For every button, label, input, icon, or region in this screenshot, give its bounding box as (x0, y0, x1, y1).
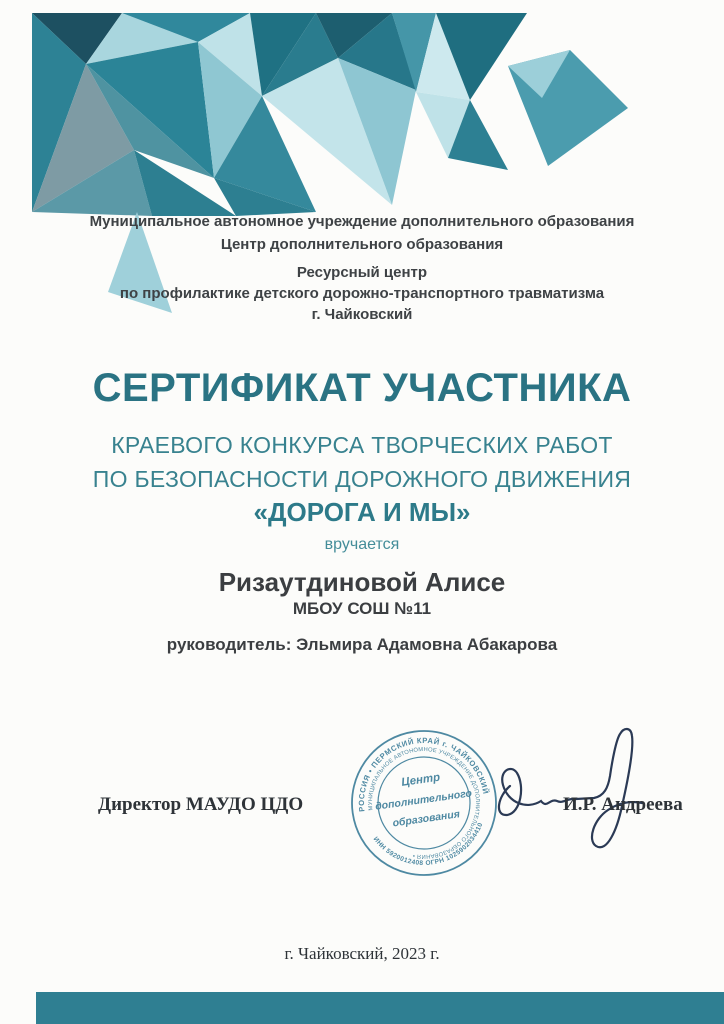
director-label: Директор МАУДО ЦДО (98, 794, 304, 815)
stamp-ring-bottom-text: ИНН 5920012408 ОГРН 1025902034410 (371, 821, 485, 868)
contest-line-2: ПО БЕЗОПАСНОСТИ ДОРОЖНОГО ДВИЖЕНИЯ (92, 466, 632, 492)
stamp-center-line-1: Центр (400, 771, 441, 789)
stamp-ring-top-text: РОССИЯ • ПЕРМСКИЙ КРАЙ г. ЧАЙКОВСКИЙ (356, 735, 491, 813)
stamp-center-line-3: образования (391, 808, 461, 830)
official-stamp (342, 721, 506, 885)
stamp-ring-inner-text: МУНИЦИПАЛЬНОЕ АВТОНОМНОЕ УЧРЕЖДЕНИЕ ДОПОЛНИТЕЛЬНОГО ОБРАЗОВАНИЯ • (367, 746, 481, 860)
certificate-title: СЕРТИФИКАТ УЧАСТНИКА (92, 366, 632, 410)
org-line-1: Муниципальное автономное учреждение дополнительного образования (89, 213, 635, 230)
director-name: И.Р. Андреева (563, 794, 683, 815)
recipient-name: Ризаутдиновой Алисе (218, 567, 506, 597)
org-line-5: г. Чайковский (311, 306, 413, 323)
recipient-school: МБОУ СОШ №11 (292, 599, 432, 618)
awarded-label: вручается (324, 536, 400, 553)
bottom-accent-bar (36, 992, 724, 1024)
contest-name: «ДОРОГА И МЫ» (253, 497, 471, 527)
org-header-block (0, 210, 724, 256)
contest-line-1: КРАЕВОГО КОНКУРСА ТВОРЧЕСКИХ РАБОТ (111, 432, 613, 458)
footer-date: г. Чайковский, 2023 г. (284, 944, 440, 963)
stamp-center-line-2: дополнительного (374, 787, 473, 813)
resource-center-block (0, 262, 724, 325)
contest-description (0, 428, 724, 496)
org-line-2: Центр дополнительного образования (220, 236, 504, 253)
org-line-3: Ресурсный центр (296, 264, 428, 281)
supervisor-line: руководитель: Эльмира Адамовна Абакарова (166, 635, 558, 654)
org-line-4: по профилактике детского дорожно-транспортного травматизма (119, 285, 605, 302)
